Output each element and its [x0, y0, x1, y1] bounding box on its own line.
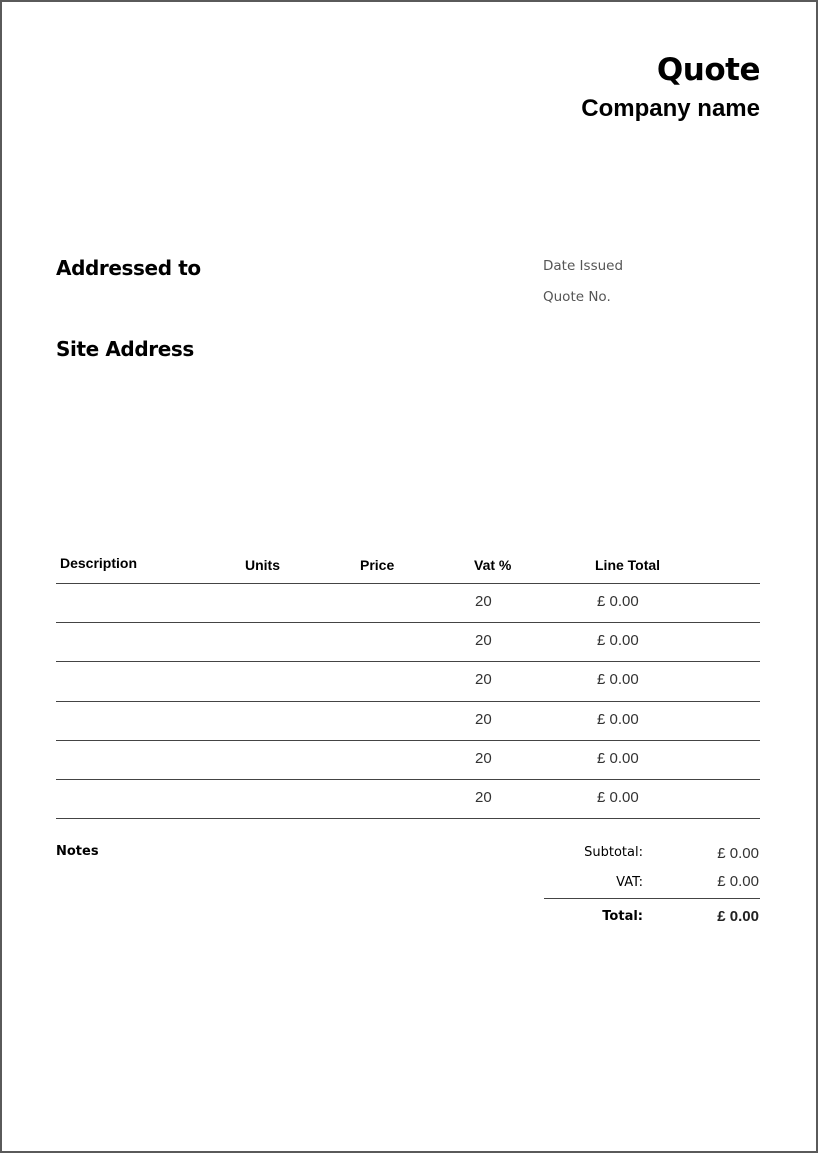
vat-cell: 20: [475, 749, 492, 767]
vat-cell: 20: [475, 710, 492, 728]
table-row: [56, 780, 760, 819]
vat-cell: 20: [475, 788, 492, 806]
line-total-cell: £ 0.00: [597, 710, 639, 728]
subtotal-value: £ 0.00: [717, 845, 759, 862]
vat-cell: 20: [475, 593, 492, 610]
table-row: [56, 623, 760, 662]
company-name: Company name: [581, 95, 760, 122]
summary-divider: [544, 898, 760, 899]
line-items-table: [56, 551, 760, 819]
total-label: Total:: [602, 909, 643, 924]
column-header-units: Units: [245, 557, 280, 573]
date-issued-label: Date Issued: [543, 258, 624, 274]
table-row: [56, 584, 760, 623]
line-total-cell: £ 0.00: [597, 632, 639, 650]
notes-heading: Notes: [56, 844, 99, 859]
column-header-vat: Vat %: [474, 557, 512, 573]
vat-cell: 20: [475, 671, 492, 689]
addressed-to-heading: Addressed to: [56, 256, 201, 280]
line-total-cell: £ 0.00: [597, 593, 639, 610]
line-total-cell: £ 0.00: [597, 788, 639, 806]
vat-label: VAT:: [616, 875, 643, 890]
table-row: [56, 702, 760, 741]
total-value: £ 0.00: [717, 908, 759, 925]
document-title: Quote: [656, 52, 760, 88]
line-total-cell: £ 0.00: [597, 749, 639, 767]
table-header: [56, 551, 760, 584]
quote-number-label: Quote No.: [543, 289, 611, 305]
column-header-description: Description: [60, 555, 138, 571]
vat-cell: 20: [475, 632, 492, 650]
column-header-line-total: Line Total: [595, 557, 661, 573]
vat-value: £ 0.00: [717, 873, 759, 890]
line-total-cell: £ 0.00: [597, 671, 639, 689]
table-row: [56, 662, 760, 701]
site-address-heading: Site Address: [56, 337, 194, 361]
subtotal-label: Subtotal:: [584, 845, 643, 860]
table-row: [56, 741, 760, 780]
column-header-price: Price: [360, 557, 395, 573]
